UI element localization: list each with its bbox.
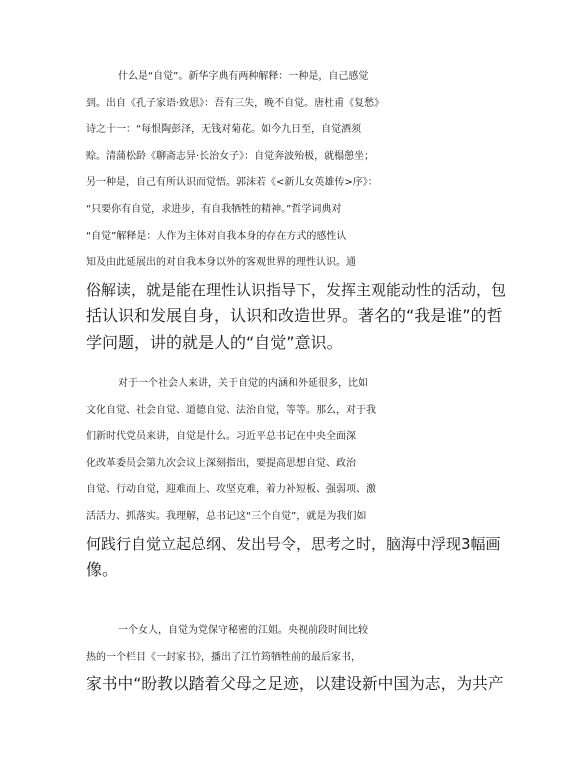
paragraph-1-line-1: 什么是“自觉”。新华字典有两种解释：一种是，自己感觉: [118, 71, 369, 82]
paragraph-1: [86, 64, 506, 357]
paragraph-2: [86, 371, 501, 584]
paragraph-1-line-8: 知及由此延展出的对自我本身以外的客观世界的理性认识。通: [86, 257, 356, 269]
paragraph-1-line-4: 赊。清蒲松龄《聊斋志异·长治女子》：自觉奔波殆极，就榻憩坐；: [86, 150, 375, 162]
paragraph-2-line-5: 自觉、行动自觉，迎难而上、攻坚克难，着力补短板、强弱项、激: [86, 484, 376, 496]
paragraph-2-line-6: 活活力、抓落实。我理解，总书记这“三个自觉”，就是为我们如: [86, 510, 367, 522]
paragraph-1-line-10: 括认识和发展自身，认识和改造世界。著名的“我是谁”的哲: [86, 306, 503, 326]
paragraph-2-line-1: 对于一个社会人来讲，关于自觉的内涵和外延很多，比如: [118, 378, 368, 389]
paragraph-3-line-3: 家书中“盼教以踏着父母之足迹，以建设新中国为志，为共产: [86, 674, 504, 694]
paragraph-2-line-2: 文化自觉、社会自觉、道德自觉、法治自觉，等等。那么，对于我: [86, 404, 376, 416]
paragraph-1-line-9: 俗解读，就是能在理性认识指导下，发挥主观能动性的活动，包: [86, 280, 507, 299]
paragraph-1-line-5: 另一种是，自己有所认识而觉悟。郭沫若《<新儿女英雄传>序》：: [86, 177, 378, 189]
paragraph-2-line-7: 何践行自觉立起总纲、发出号令，思考之时，脑海中浮现3幅画: [86, 534, 501, 553]
paragraph-1-line-6: “只要你有自觉，求进步，有自我牺牲的精神。”哲学词典对: [86, 203, 342, 215]
paragraph-1-line-11: 学问题，讲的就是人的“自觉”意识。: [86, 332, 343, 352]
paragraph-1-line-7: “自觉”解释是：人作为主体对自我本身的存在方式的感性认: [86, 230, 347, 242]
paragraph-1-line-2: 到。出自《孔子家语·致思》：吾有三失，晚不自觉。唐杜甫《复愁》: [86, 97, 385, 109]
paragraph-3-line-2: 热的一个栏目《一封家书》，播出了江竹筠牺牲前的最后家书，: [86, 651, 361, 663]
paragraph-2-line-8: 像。: [86, 560, 119, 580]
paragraph-2-line-3: 们新时代党员来讲，自觉是什么。习近平总书记在中央全面深: [86, 431, 356, 443]
paragraph-1-line-3: 诗之十一：“每恨陶彭泽，无钱对菊花。如今九日至，自觉酒须: [86, 124, 362, 136]
paragraph-2-line-4: 化改革委员会第九次会议上深刻指出，要提高思想自觉、政治: [86, 457, 356, 469]
paragraph-3-line-1: 一个女人，自觉为党保守秘密的江姐。央视前段时间比较: [118, 625, 368, 636]
paragraph-3: [86, 618, 504, 698]
